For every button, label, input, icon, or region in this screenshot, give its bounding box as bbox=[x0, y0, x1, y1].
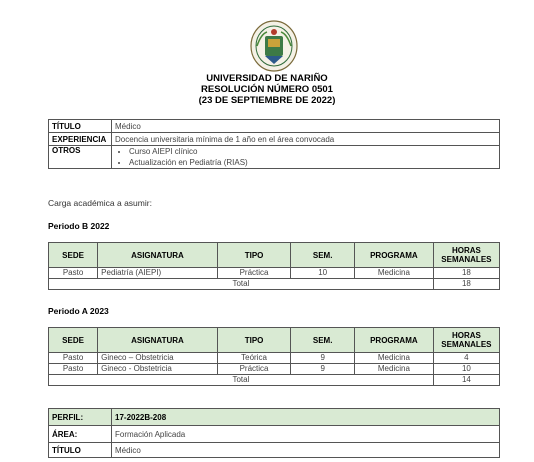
table-row bbox=[49, 364, 500, 375]
profile-row-titulo bbox=[49, 120, 500, 133]
otros-value bbox=[112, 146, 500, 169]
cell-programa: Medicina bbox=[354, 364, 433, 375]
titulo-label: TÍTULO bbox=[49, 120, 112, 133]
university-seal-logo bbox=[249, 20, 299, 72]
experiencia-label: EXPERIENCIA bbox=[49, 133, 112, 146]
profile-row-experiencia bbox=[49, 133, 500, 146]
resolution-date: (23 DE SEPTIEMBRE DE 2022) bbox=[198, 95, 336, 106]
table-header-row bbox=[49, 328, 500, 353]
carga-text: Carga académica a asumir: bbox=[48, 198, 152, 208]
col-tipo: TIPO bbox=[217, 328, 291, 353]
total-label: Total bbox=[49, 279, 434, 290]
col-sem: SEM. bbox=[291, 328, 355, 353]
area-value: Formación Aplicada bbox=[112, 426, 500, 443]
cell-horas: 10 bbox=[433, 364, 499, 375]
period-a-2023-table bbox=[48, 327, 500, 386]
table-total-row bbox=[49, 375, 500, 386]
cell-tipo: Práctica bbox=[217, 268, 291, 279]
cell-sem: 10 bbox=[291, 268, 355, 279]
table-header-row bbox=[49, 243, 500, 268]
perfil-value: 17-2022B-208 bbox=[112, 409, 500, 426]
experiencia-value: Docencia universitaria mínima de 1 año en el área convocada bbox=[112, 133, 500, 146]
period-a-2023-title: Periodo A 2023 bbox=[48, 306, 109, 316]
titulo-row bbox=[49, 443, 500, 458]
otros-label: OTROS bbox=[49, 146, 112, 169]
perfil-row bbox=[49, 409, 500, 426]
area-row bbox=[49, 426, 500, 443]
col-asignatura: ASIGNATURA bbox=[98, 243, 218, 268]
cell-sede: Pasto bbox=[49, 353, 98, 364]
col-horas: HORAS SEMANALES bbox=[433, 328, 499, 353]
cell-asignatura: Gineco – Obstetricia bbox=[98, 353, 218, 364]
titulo-value: Médico bbox=[112, 120, 500, 133]
col-programa: PROGRAMA bbox=[354, 328, 433, 353]
cell-asignatura: Pediatría (AIEPI) bbox=[98, 268, 218, 279]
cell-tipo: Práctica bbox=[217, 364, 291, 375]
col-sede: SEDE bbox=[49, 243, 98, 268]
otros-item: • Actualización en Pediatría (RIAS) bbox=[129, 157, 496, 168]
university-name: UNIVERSIDAD DE NARIÑO bbox=[206, 73, 328, 84]
period-b-2022-table bbox=[48, 242, 500, 290]
perfil-table bbox=[48, 408, 500, 458]
total-value: 18 bbox=[433, 279, 499, 290]
cell-sem: 9 bbox=[291, 353, 355, 364]
profile-table bbox=[48, 119, 500, 169]
titulo2-label: TÍTULO bbox=[49, 443, 112, 458]
cell-sede: Pasto bbox=[49, 364, 98, 375]
col-sede: SEDE bbox=[49, 328, 98, 353]
area-label: ÁREA: bbox=[49, 426, 112, 443]
profile-row-otros bbox=[49, 146, 500, 169]
col-asignatura: ASIGNATURA bbox=[98, 328, 218, 353]
titulo2-value: Médico bbox=[112, 443, 500, 458]
col-sem: SEM. bbox=[291, 243, 355, 268]
cell-horas: 4 bbox=[433, 353, 499, 364]
table-row bbox=[49, 268, 500, 279]
col-tipo: TIPO bbox=[217, 243, 291, 268]
cell-sede: Pasto bbox=[49, 268, 98, 279]
table-total-row bbox=[49, 279, 500, 290]
col-horas: HORAS SEMANALES bbox=[433, 243, 499, 268]
cell-sem: 9 bbox=[291, 364, 355, 375]
total-label: Total bbox=[49, 375, 434, 386]
col-programa: PROGRAMA bbox=[354, 243, 433, 268]
otros-item: • Curso AIEPI clínico bbox=[129, 146, 496, 157]
cell-horas: 18 bbox=[433, 268, 499, 279]
cell-programa: Medicina bbox=[354, 353, 433, 364]
perfil-label: PERFIL: bbox=[49, 409, 112, 426]
cell-programa: Medicina bbox=[354, 268, 433, 279]
period-b-2022-title: Periodo B 2022 bbox=[48, 221, 110, 231]
table-row bbox=[49, 353, 500, 364]
cell-asignatura: Gineco - Obstetricia bbox=[98, 364, 218, 375]
resolution-number: RESOLUCIÓN NÚMERO 0501 bbox=[201, 84, 333, 95]
cell-tipo: Teórica bbox=[217, 353, 291, 364]
total-value: 14 bbox=[433, 375, 499, 386]
